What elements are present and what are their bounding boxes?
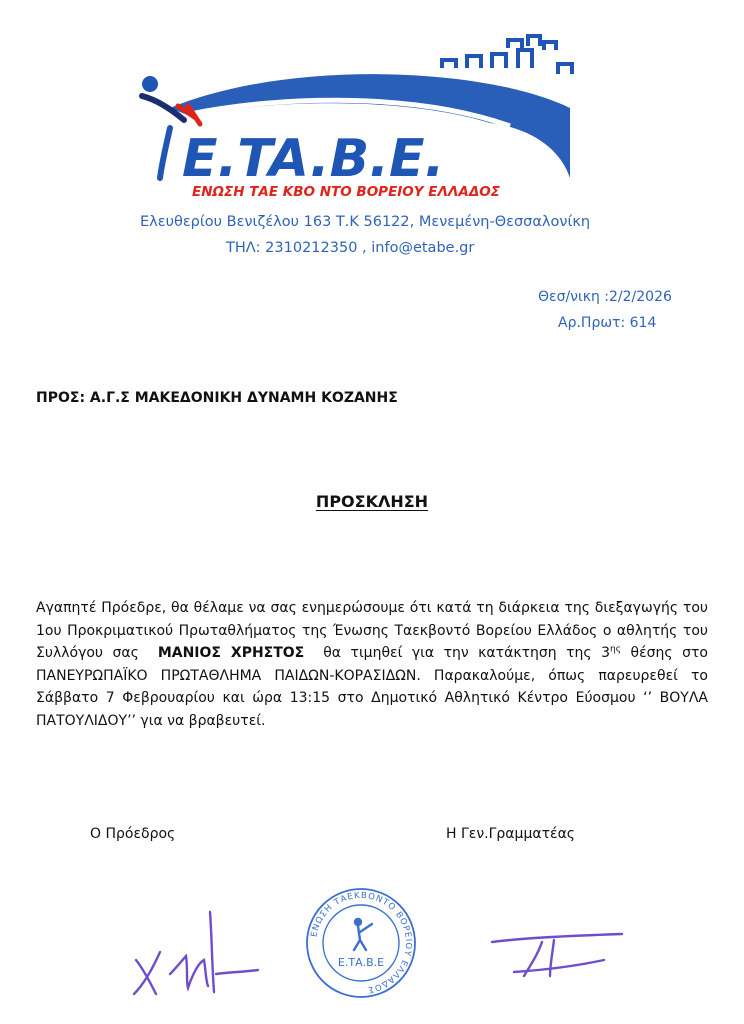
president-signature (126, 900, 266, 1000)
ordinal-suffix: ης (610, 644, 622, 655)
etabe-logo (130, 28, 590, 203)
official-stamp (302, 888, 420, 998)
secretary-signature (484, 920, 634, 990)
logo-subtitle: ΕΝΩΣΗ ΤΑΕ ΚΒΟ ΝΤΟ ΒΟΡΕΙΟΥ ΕΛΛΑΔΟΣ (192, 184, 500, 200)
athlete-name: ΜΑΝΙΟΣ ΧΡΗΣΤΟΣ (157, 645, 305, 662)
logo-name: E.TA.B.E. (182, 129, 445, 189)
stamp-kicker-icon (354, 919, 372, 950)
president-label: Ο Πρόεδρος (90, 826, 176, 842)
secretary-label: Η Γεν.Γραμματέας (446, 826, 576, 842)
address-line: Ελευθερίου Βενιζέλου 163 Τ.Κ 56122, Μενεμένη-Θεσσαλονίκη (140, 214, 591, 230)
document-title-wrap (0, 492, 744, 511)
body-part-2: θα τιμηθεί για την κατάκτηση της 3 (323, 645, 611, 662)
recipient-line: ΠΡΟΣ: Α.Γ.Σ ΜΑΚΕΔΟΝΙΚΗ ΔΥΝΑΜΗ ΚΟΖΑΝΗΣ (36, 390, 398, 406)
contact-line: ΤΗΛ: 2310212350 , info@etabe.gr (226, 240, 475, 256)
body-paragraph (36, 597, 708, 733)
skyline-icon (442, 36, 572, 74)
protocol-number: Αρ.Πρωτ: 614 (558, 315, 657, 331)
stamp-center-text: Ε.ΤΑ.Β.Ε (337, 956, 385, 969)
body-part-3: θέσης στο ΠΑΝΕΥΡΩΠΑΪΚΟ ΠΡΩΤΑΘΛΗΜΑ ΠΑΙΔΩΝ-ΚΟΡΑΣΙΔΩΝ. Παρακαλούμε, όπως παρευρεθεί το Σάββατο 7 Φεβρουαρίου και ώρα 13:15 στο Δημοτικό Αθλητικό Κέντρο Εύοσμου ‘’ ΒΟΥΛΑ ΠΑΤΟΥΛΙΔΟΥ’’ για να βραβευτεί. (36, 645, 708, 729)
date-line: Θεσ/νικη :2/2/2026 (538, 289, 672, 305)
document-title: ΠΡΟΣΚΛΗΣΗ (315, 492, 429, 511)
body-part-1: Αγαπητέ Πρόεδρε, θα θέλαμε να σας ενημερώσουμε ότι κατά τη διάρκεια της διεξαγωγής του 1ου Προκριματικού Πρωταθλήματος της Ένωσης Ταεκβοντό Βορείου Ελλάδος ο αθλητής του Συλλόγου σας (36, 600, 708, 662)
stamp-ring-text: ΕΝΩΣΗ ΤΑΕΚΒΟΝΤΟ ΒΟΡΕΙΟΥ ΕΛΛΑΔΟΣ (309, 890, 414, 995)
